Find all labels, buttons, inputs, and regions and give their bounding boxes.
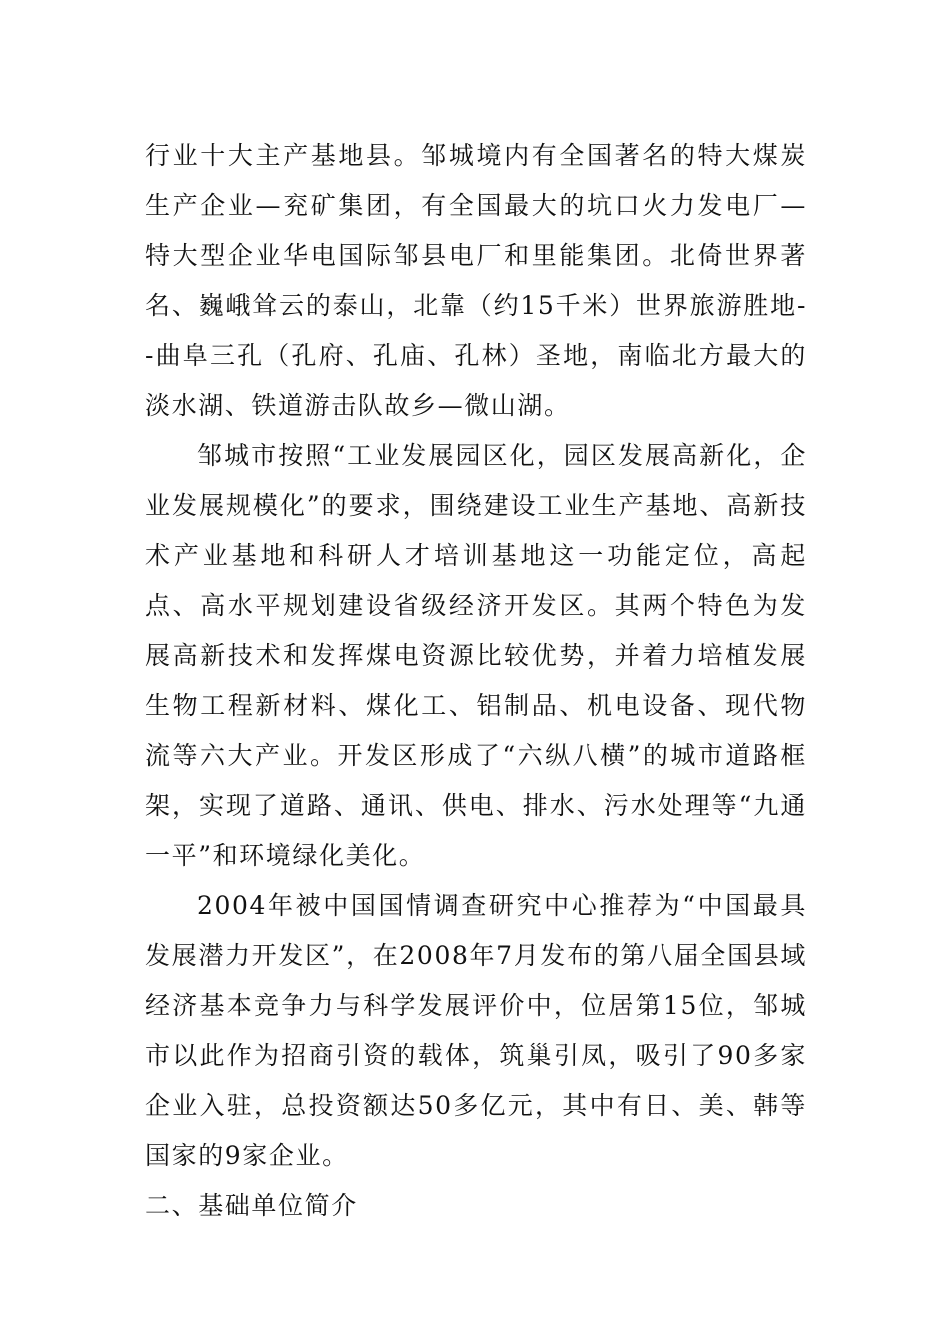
paragraph-achievements: 2004年被中国国情调查研究中心推荐为“中国最具发展潜力开发区”，在2008年7月发布的第八届全国县域经济基本竞争力与科学发展评价中，位居第15位，邹城市以此作为招商引资的载体，筑巢引凤，吸引了90多家企业入驻，总投资额达50多亿元，其中有日、美、韩等国家的9家企业。 [145, 891, 807, 1170]
paragraph-development-zone: 邹城市按照“工业发展园区化，园区发展高新化，企业发展规模化”的要求，围绕建设工业生产基地、高新技术产业基地和科研人才培训基地这一功能定位，高起点、高水平规划建设省级经济开发区。其两个特色为发展高新技术和发挥煤电资源比较优势，并着力培植发展生物工程新材料、煤化工、铝制品、机电设备、现代物流等六大产业。开发区形成了“六纵八横”的城市道路框架，实现了道路、通讯、供电、排水、污水处理等“九通一平”和环境绿化美化。 [145, 441, 807, 870]
paragraph-continuation: 行业十大主产基地县。邹城境内有全国著名的特大煤炭生产企业—兖矿集团，有全国最大的坑口火力发电厂—特大型企业华电国际邹县电厂和里能集团。北倚世界著名、巍峨耸云的泰山，北靠（约15千米）世界旅游胜地--曲阜三孔（孔府、孔庙、孔林）圣地，南临北方最大的淡水湖、铁道游击队故乡—微山湖。 [145, 141, 807, 420]
document-body [145, 131, 807, 1231]
section-heading: 二、基础单位简介 [145, 1191, 358, 1220]
